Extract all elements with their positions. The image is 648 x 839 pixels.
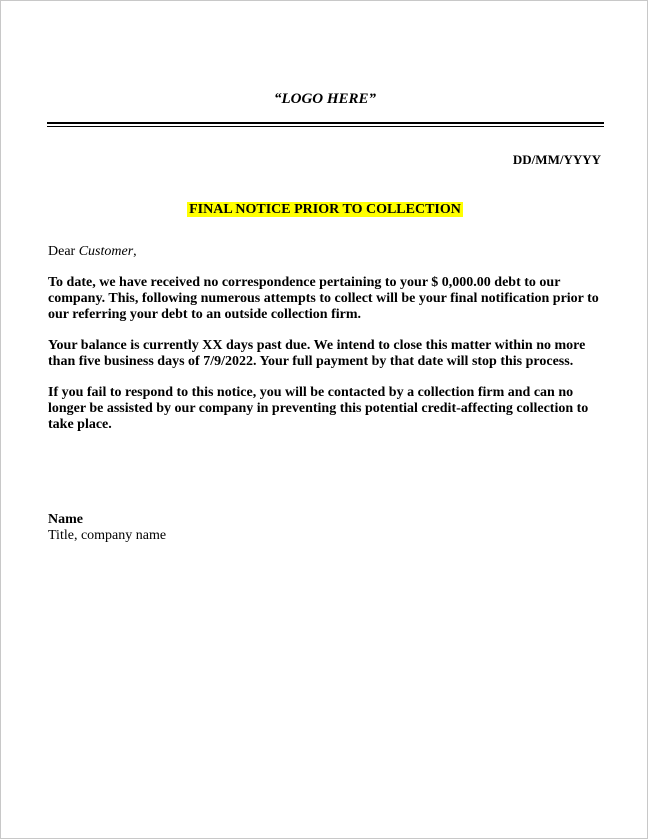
signature-block xyxy=(48,512,166,544)
letter-body xyxy=(48,244,608,448)
header-rule-top xyxy=(47,122,604,124)
paragraph-balance: Your balance is currently XX days past due. We intend to close this matter within no more than five business days of 7/9/2022. Your full payment by that date will stop this process. xyxy=(48,338,586,369)
signature-title: Title, company name xyxy=(48,528,167,543)
salutation-name: Customer xyxy=(78,244,134,259)
notice-title: FINAL NOTICE PRIOR TO COLLECTION xyxy=(189,202,461,217)
letter-date: DD/MM/YYYY xyxy=(512,152,601,167)
salutation-prefix: Dear xyxy=(48,244,79,259)
paragraph-consequence: If you fail to respond to this notice, you will be contacted by a collection firm and can no longer be assisted by our company in preventing this potential credit-affecting collection to take place. xyxy=(48,385,589,432)
title-container xyxy=(1,200,648,218)
signature-name: Name xyxy=(48,512,83,527)
salutation xyxy=(48,244,608,260)
salutation-suffix: , xyxy=(133,244,137,259)
header-rule-bottom xyxy=(47,126,604,127)
paragraph-debt-notice: To date, we have received no correspondence pertaining to your $ 0,000.00 debt to our company. This, following numerous attempts to collect will be your final notification prior to our referring your debt to an outside collection firm. xyxy=(48,275,599,322)
logo-placeholder: “LOGO HERE” xyxy=(273,91,377,107)
